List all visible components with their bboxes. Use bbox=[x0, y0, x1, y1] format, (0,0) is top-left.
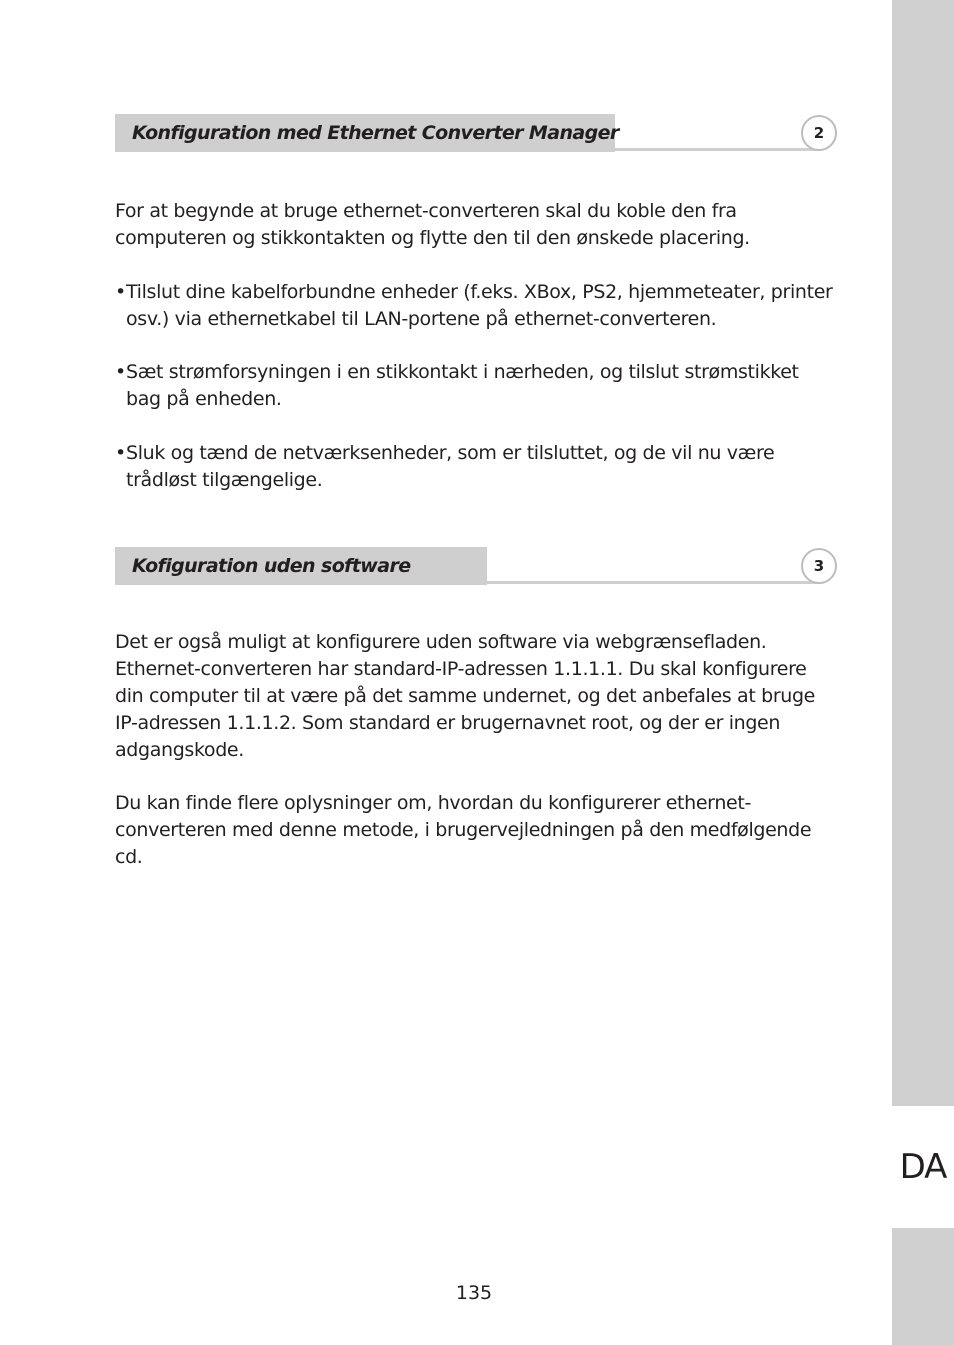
language-side-tab-upper bbox=[892, 0, 954, 1106]
section-2-title-bar bbox=[115, 114, 619, 152]
section-2-intro: For at begynde at bruge ethernet-converteren skal du koble den fra computeren og stikkontakten og flytte den til den ønskede placering. bbox=[115, 200, 750, 249]
section-2-title: Konfiguration med Ethernet Converter Manager bbox=[132, 122, 619, 144]
bullet-text: Tilslut dine kabelforbundne enheder (f.eks. XBox, PS2, hjemmeteater, printer osv.) via ethernetkabel til LAN-portene på ethernet-converteren. bbox=[126, 281, 833, 330]
bullet-mark: • bbox=[115, 361, 126, 383]
bullet-mark: • bbox=[115, 281, 126, 303]
section-2-rule bbox=[615, 148, 819, 151]
section-2-bullet-3 bbox=[115, 440, 839, 494]
section-3-title: Kofiguration uden software bbox=[132, 555, 411, 577]
section-3-paragraph-2: Du kan finde flere oplysninger om, hvordan du konfigurerer ethernet-converteren med denne metode, i brugervejledningen på den medfølgende cd. bbox=[115, 792, 812, 868]
bullet-mark: • bbox=[115, 442, 126, 464]
section-2-header bbox=[115, 114, 837, 152]
language-tab-label: DA bbox=[899, 1147, 947, 1187]
section-2-number-badge: 2 bbox=[801, 115, 837, 151]
section-3-number-badge: 3 bbox=[801, 548, 837, 584]
page-number: 135 bbox=[455, 1282, 493, 1304]
bullet-text: Sæt strømforsyningen i en stikkontakt i nærheden, og tilslut strømstikket bag på enheden. bbox=[126, 361, 799, 410]
bullet-text: Sluk og tænd de netværksenheder, som er tilsluttet, og de vil nu være trådløst tilgængelige. bbox=[126, 442, 775, 491]
section-3-title-bar bbox=[115, 547, 487, 585]
section-3-paragraph-1: Det er også muligt at konfigurere uden software via webgrænsefladen. Ethernet-converteren har standard-IP-adressen 1.1.1.1. Du skal konfigurere din computer til at være på det samme undernet, og det anbefales at bruge IP-adressen 1.1.1.2. Som standard er brugernavnet root, og der er ingen adgangskode. bbox=[115, 631, 816, 761]
section-2-bullet-2 bbox=[115, 359, 839, 413]
section-3-rule bbox=[487, 581, 819, 584]
section-2-bullet-1 bbox=[115, 279, 839, 333]
section-3-header bbox=[115, 547, 837, 585]
language-side-tab-lower bbox=[892, 1228, 954, 1345]
